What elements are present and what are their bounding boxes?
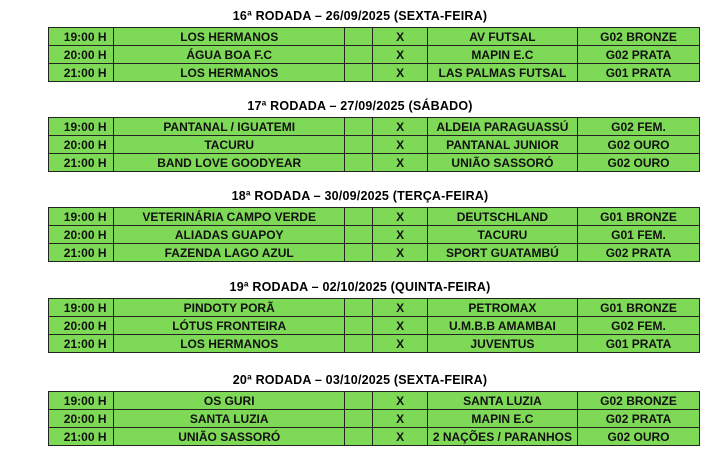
away-team: TACURU <box>427 226 577 244</box>
group-label: G02 PRATA <box>578 410 700 428</box>
blank-cell <box>345 226 373 244</box>
versus-mark: X <box>373 136 427 154</box>
game-row <box>49 299 700 317</box>
away-team: MAPIN E.C <box>427 46 577 64</box>
game-time: 21:00 H <box>49 64 114 82</box>
group-label: G01 BRONZE <box>578 299 700 317</box>
versus-mark: X <box>373 154 427 172</box>
group-label: G02 OURO <box>578 136 700 154</box>
game-row <box>49 410 700 428</box>
versus-mark: X <box>373 46 427 64</box>
blank-cell <box>345 428 373 446</box>
game-time: 19:00 H <box>49 208 114 226</box>
game-time: 20:00 H <box>49 317 114 335</box>
group-label: G02 PRATA <box>578 244 700 262</box>
group-label: G01 PRATA <box>578 335 700 353</box>
game-time: 21:00 H <box>49 154 114 172</box>
group-label: G02 OURO <box>578 154 700 172</box>
blank-cell <box>345 118 373 136</box>
games-table <box>48 207 700 262</box>
versus-mark: X <box>373 428 427 446</box>
away-team: SPORT GUATAMBÚ <box>427 244 577 262</box>
games-table <box>48 27 700 82</box>
home-team: PINDOTY PORÃ <box>114 299 345 317</box>
game-time: 20:00 H <box>49 46 114 64</box>
blank-cell <box>345 410 373 428</box>
versus-mark: X <box>373 244 427 262</box>
blank-cell <box>345 392 373 410</box>
away-team: SANTA LUZIA <box>427 392 577 410</box>
round-title: 18ª RODADA – 30/09/2025 (TERÇA-FEIRA) <box>231 189 489 203</box>
games-table <box>48 391 700 446</box>
away-team: UNIÃO SASSORÓ <box>427 154 577 172</box>
group-label: G02 FEM. <box>578 317 700 335</box>
away-team: PANTANAL JUNIOR <box>427 136 577 154</box>
round-title: 16ª RODADA – 26/09/2025 (SEXTA-FEIRA) <box>232 9 488 23</box>
versus-mark: X <box>373 335 427 353</box>
game-row <box>49 64 700 82</box>
game-time: 20:00 H <box>49 410 114 428</box>
home-team: LOS HERMANOS <box>114 28 345 46</box>
blank-cell <box>345 136 373 154</box>
home-team: SANTA LUZIA <box>114 410 345 428</box>
home-team: LÓTUS FRONTEIRA <box>114 317 345 335</box>
versus-mark: X <box>373 28 427 46</box>
versus-mark: X <box>373 118 427 136</box>
home-team: UNIÃO SASSORÓ <box>114 428 345 446</box>
blank-cell <box>345 335 373 353</box>
game-time: 21:00 H <box>49 428 114 446</box>
game-row <box>49 428 700 446</box>
versus-mark: X <box>373 64 427 82</box>
group-label: G02 PRATA <box>578 46 700 64</box>
home-team: LOS HERMANOS <box>114 64 345 82</box>
group-label: G01 PRATA <box>578 64 700 82</box>
group-label: G01 FEM. <box>578 226 700 244</box>
away-team: U.M.B.B AMAMBAI <box>427 317 577 335</box>
blank-cell <box>345 317 373 335</box>
versus-mark: X <box>373 226 427 244</box>
home-team: ÁGUA BOA F.C <box>114 46 345 64</box>
blank-cell <box>345 28 373 46</box>
game-time: 19:00 H <box>49 299 114 317</box>
versus-mark: X <box>373 317 427 335</box>
away-team: MAPIN E.C <box>427 410 577 428</box>
game-time: 21:00 H <box>49 335 114 353</box>
game-time: 21:00 H <box>49 244 114 262</box>
round-title: 17ª RODADA – 27/09/2025 (SÁBADO) <box>247 99 473 113</box>
games-table <box>48 117 700 172</box>
home-team: TACURU <box>114 136 345 154</box>
games-table <box>48 298 700 353</box>
game-row <box>49 136 700 154</box>
game-time: 20:00 H <box>49 136 114 154</box>
away-team: ALDEIA PARAGUASSÚ <box>427 118 577 136</box>
home-team: OS GURI <box>114 392 345 410</box>
game-row <box>49 392 700 410</box>
round-title: 20ª RODADA – 03/10/2025 (SEXTA-FEIRA) <box>232 373 488 387</box>
group-label: G02 BRONZE <box>578 28 700 46</box>
game-row <box>49 28 700 46</box>
away-team: AV FUTSAL <box>427 28 577 46</box>
blank-cell <box>345 244 373 262</box>
game-row <box>49 244 700 262</box>
game-row <box>49 118 700 136</box>
home-team: LOS HERMANOS <box>114 335 345 353</box>
group-label: G02 FEM. <box>578 118 700 136</box>
game-row <box>49 226 700 244</box>
away-team: LAS PALMAS FUTSAL <box>427 64 577 82</box>
game-row <box>49 335 700 353</box>
game-row <box>49 208 700 226</box>
versus-mark: X <box>373 410 427 428</box>
versus-mark: X <box>373 392 427 410</box>
home-team: PANTANAL / IGUATEMI <box>114 118 345 136</box>
blank-cell <box>345 208 373 226</box>
group-label: G01 BRONZE <box>578 208 700 226</box>
game-time: 20:00 H <box>49 226 114 244</box>
versus-mark: X <box>373 208 427 226</box>
blank-cell <box>345 46 373 64</box>
home-team: FAZENDA LAGO AZUL <box>114 244 345 262</box>
group-label: G02 OURO <box>578 428 700 446</box>
home-team: VETERINÁRIA CAMPO VERDE <box>114 208 345 226</box>
game-time: 19:00 H <box>49 392 114 410</box>
game-row <box>49 317 700 335</box>
home-team: ALIADAS GUAPOY <box>114 226 345 244</box>
game-time: 19:00 H <box>49 28 114 46</box>
away-team: PETROMAX <box>427 299 577 317</box>
game-row <box>49 46 700 64</box>
blank-cell <box>345 64 373 82</box>
blank-cell <box>345 154 373 172</box>
group-label: G02 BRONZE <box>578 392 700 410</box>
home-team: BAND LOVE GOODYEAR <box>114 154 345 172</box>
game-row <box>49 154 700 172</box>
blank-cell <box>345 299 373 317</box>
versus-mark: X <box>373 299 427 317</box>
away-team: 2 NAÇÕES / PARANHOS <box>427 428 577 446</box>
round-title: 19ª RODADA – 02/10/2025 (QUINTA-FEIRA) <box>229 280 491 294</box>
away-team: DEUTSCHLAND <box>427 208 577 226</box>
away-team: JUVENTUS <box>427 335 577 353</box>
game-time: 19:00 H <box>49 118 114 136</box>
